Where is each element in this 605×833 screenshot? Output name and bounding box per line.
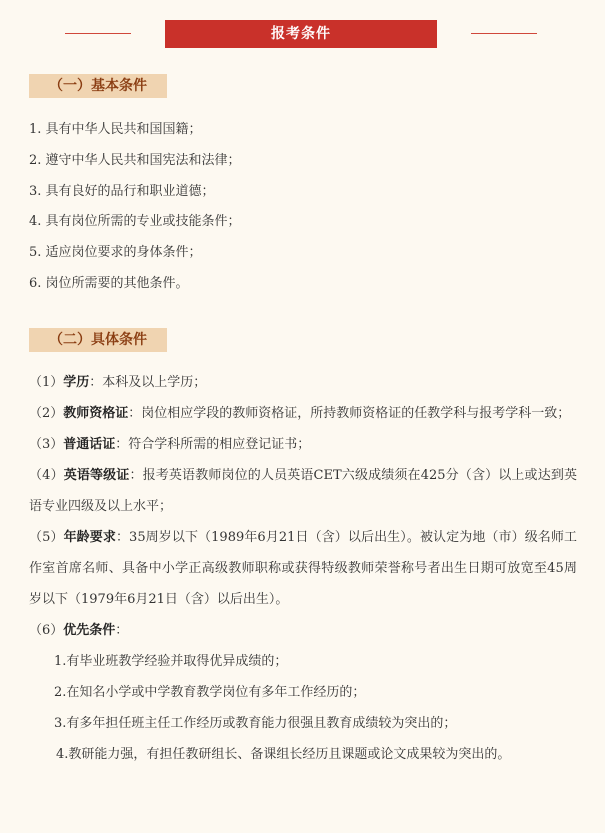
list-item: 6. 岗位所需要的其他条件。: [29, 275, 189, 291]
condition-keyword: 普通话证: [63, 437, 116, 452]
condition-text: ：岗位相应学段的教师资格证，所持教师资格证的任教学科与报考学科一致；: [128, 406, 571, 421]
condition-text: ：报考英语教师岗位的人员英语CET六级成绩须在425分（含）以上或达到英语专业四级及以上水平；: [29, 468, 577, 514]
section-label-basic: （一）基本条件: [29, 74, 167, 98]
priority-item: 4.教研能力强，有担任教研组长、备课组长经历且课题或论文成果较为突出的。: [56, 747, 511, 762]
list-item: 1. 具有中华人民共和国国籍；: [29, 122, 202, 137]
header-title: 报考条件: [165, 20, 437, 48]
condition-text: ：符合学科所需的相应登记证书；: [115, 437, 311, 452]
condition-english-level: [29, 460, 577, 522]
condition-text: ：: [115, 623, 129, 638]
condition-number: （6）: [29, 623, 64, 638]
condition-education: [29, 367, 577, 398]
condition-text: ：35周岁以下（1989年6月21日（含）以后出生）。被认定为地（市）级名师工作室首席名师、具备中小学正高级教师职称或获得特级教师荣誉称号者出生日期可放宽至45周岁以下（1979年6月21日（含）以后出生）。: [29, 530, 577, 607]
list-item: 2. 遵守中华人民共和国宪法和法律；: [29, 152, 241, 168]
condition-keyword: 学历: [63, 375, 90, 390]
condition-number: （4）: [29, 468, 64, 483]
condition-text: ：本科及以上学历；: [89, 375, 207, 390]
section-label-specific: （二）具体条件: [29, 328, 167, 352]
list-item: 5. 适应岗位要求的身体条件；: [29, 245, 202, 261]
priority-item: 2.在知名小学或中学教育教学岗位有多年工作经历的；: [54, 685, 366, 700]
condition-number: （5）: [29, 530, 64, 545]
condition-keyword: 教师资格证: [63, 406, 129, 421]
section-header: [0, 20, 605, 48]
condition-keyword: 英语等级证: [63, 468, 130, 483]
basic-conditions-list: [29, 115, 589, 300]
condition-teacher-certificate: [29, 398, 577, 429]
header-left-rule: [65, 33, 131, 34]
specific-conditions: [29, 367, 577, 770]
condition-mandarin-certificate: [29, 429, 577, 460]
priority-item: 1.有毕业班教学经验并取得优异成绩的；: [54, 654, 288, 669]
condition-priority: [29, 615, 577, 646]
condition-keyword: 年龄要求: [63, 530, 116, 545]
condition-number: （1）: [29, 375, 64, 390]
condition-number: （2）: [29, 406, 64, 421]
condition-age: [29, 522, 577, 615]
list-item: 3. 具有良好的品行和职业道德；: [29, 183, 215, 199]
priority-item: 3.有多年担任班主任工作经历或教育能力很强且教育成绩较为突出的；: [54, 716, 457, 731]
condition-keyword: 优先条件: [63, 623, 116, 638]
header-right-rule: [471, 33, 537, 34]
condition-number: （3）: [29, 437, 64, 452]
list-item: 4. 具有岗位所需的专业或技能条件；: [29, 214, 241, 230]
